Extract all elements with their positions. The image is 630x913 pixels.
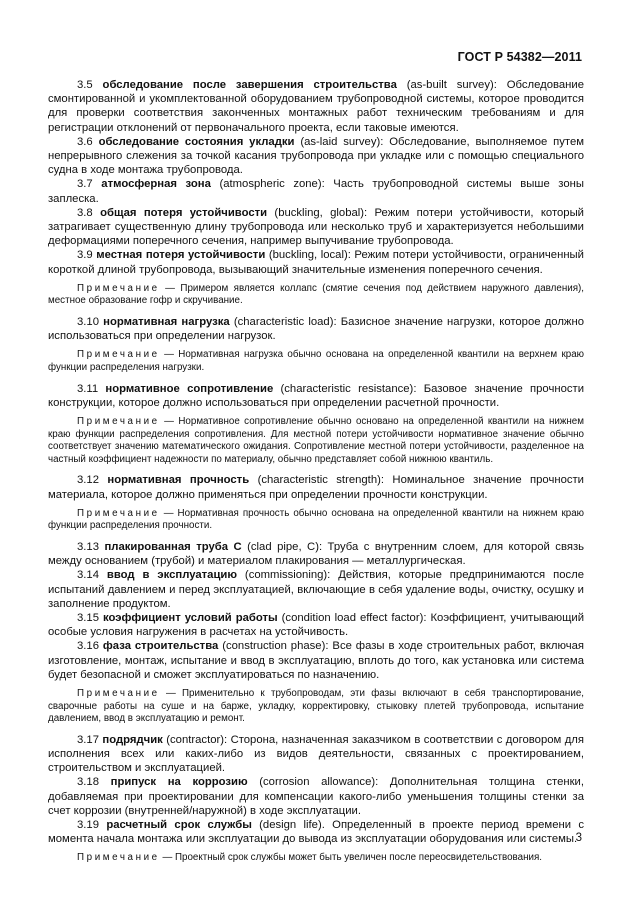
definition-3-9: 3.9 местная потеря устойчивости (buckling, local): Режим потери устойчивости, ограниченный короткой длиной трубопровода, вызывающий значительные изменения поперечного сечения. bbox=[48, 249, 584, 276]
page-number: 3 bbox=[575, 832, 582, 844]
definition-3-8: 3.8 общая потеря устойчивости (buckling, global): Режим потери устойчивости, который затрагивает существенную длину трубопровода или несколько труб и характеризуется небольшими деформациями поперечного сечения, например выпучивание трубопровода. bbox=[48, 206, 584, 248]
definition-3-5: 3.5 обследование после завершения строительства (as-built survey): Обследование смонтированной и укомплектованной оборудованием трубопроводной системы, которое проводится для проверки соответствия законченных монтажных работ техническим требованиям и для регистрации отклонений от первоначального проекта, если таковые имеются. bbox=[48, 79, 584, 134]
term: атмосферная зона bbox=[101, 178, 211, 191]
term: общая потеря устойчивости bbox=[100, 206, 268, 219]
term: местная потеря устойчивости bbox=[96, 249, 266, 262]
term: нормативное сопротивление bbox=[105, 382, 274, 395]
note: Примечание — Примером является коллапс (смятие сечения под действием наружного давления), местное образование гофр и скручивание. bbox=[48, 282, 584, 307]
definition-3-14: 3.14 ввод в эксплуатацию (commissioning): Действия, которые предпринимаются после испытаний давлением и перед эксплуатацией, включающие в себя удаление воды, очистку, осушку и заполнение продуктом. bbox=[48, 569, 585, 610]
note: Примечание — Применительно к трубопроводам, эти фазы включают в себя транспортирование, сварочные работы на суше и на барже, укладку, корректировку, стыковку плетей трубопровода, испытание давлением, ввод в эксплуатацию и ремонт. bbox=[48, 688, 584, 725]
term: нормативная прочность bbox=[107, 474, 250, 487]
definition-3-16: 3.16 фаза строительства (construction phase): Все фазы в ходе строительных работ, включая изготовление, монтаж, испытание и ввод в эксплуатацию, вплоть до того, как установка или система будет безопасной и сможет эксплуатироваться по назначению. bbox=[48, 640, 585, 681]
definition-3-17: 3.17 подрядчик (contractor): Сторона, назначенная заказчиком в соответствии с договором для исполнения всех или каких-либо из видов деятельности, связанных с проектированием, строительством и эксплуатацией. bbox=[48, 733, 585, 775]
term: ввод в эксплуатацию bbox=[106, 569, 238, 582]
term: расчетный срок службы bbox=[106, 819, 252, 832]
definition-3-7: 3.7 атмосферная зона (atmospheric zone): Часть трубопроводной системы выше зоны заплеска. bbox=[48, 178, 584, 205]
definition-3-6: 3.6 обследование состояния укладки (as-laid survey): Обследование, выполняемое путем непрерывного слежения за точкой касания трубопровода при укладке или с помощью специального судна в ходе монтажа трубопровода. bbox=[48, 135, 585, 177]
term: обследование после завершения строительства bbox=[102, 79, 397, 91]
term: коэффициент условий работы bbox=[102, 612, 278, 625]
note: Примечание — Проектный срок службы может быть увеличен после переосвидетельствования. bbox=[77, 852, 543, 864]
term: нормативная нагрузка bbox=[103, 316, 230, 329]
definition-3-19: 3.19 расчетный срок службы (design life). Определенный в проекте период времени с момента начала монтажа или эксплуатации до вывода из эксплуатации оборудования или системы. bbox=[48, 819, 584, 846]
note: Примечание — Нормативная прочность обычно основана на определенной квантили на нижнем краю функции распределения прочности. bbox=[48, 507, 584, 532]
document-id: ГОСТ Р 54382—2011 bbox=[457, 50, 582, 64]
term: обследование состояния укладки bbox=[98, 135, 295, 148]
note: Примечание — Нормативная нагрузка обычно основана на определенной квантили на верхнем краю функции распределения нагрузки. bbox=[48, 349, 584, 374]
term: подрядчик bbox=[102, 733, 163, 746]
definition-3-11: 3.11 нормативное сопротивление (characteristic resistance): Базовое значение прочности конструкции, которое должно использоваться при определении расчетной прочности. bbox=[48, 382, 585, 409]
definition-3-12: 3.12 нормативная прочность (characteristic strength): Номинальное значение прочности материала, которое должно применяться при определении прочности конструкции. bbox=[48, 474, 584, 501]
definition-3-13: 3.13 плакированная труба C (clad pipe, C): Труба с внутренним слоем, для которой связь между основанием (трубой) и материалом плакирования — металлургическая. bbox=[48, 541, 585, 568]
definition-3-15: 3.15 коэффициент условий работы (condition load effect factor): Коэффициент, учитывающий особые условия нагружения в расчетах на устойчивость. bbox=[48, 612, 585, 639]
definition-3-10: 3.10 нормативная нагрузка (characteristic load): Базисное значение нагрузки, которое должно использоваться при определении нагрузок. bbox=[48, 316, 584, 343]
term: фаза строительства bbox=[102, 640, 219, 653]
term: плакированная труба C bbox=[104, 541, 242, 553]
document-body bbox=[48, 78, 584, 872]
term: припуск на коррозию bbox=[110, 776, 248, 789]
definition-3-18: 3.18 припуск на коррозию (corrosion allowance): Дополнительная толщина стенки, добавляемая при проектировании для компенсации какого-либо уменьшения толщины стенки за счет коррозии (внутренней/наружной) в ходе эксплуатации. bbox=[48, 776, 585, 817]
note: Примечание — Нормативное сопротивление обычно основано на определенной квантили на нижнем краю функции распределения сопротивления. Для местной потери устойчивости нормативное значение обычно соответствует значению математического ожидания. Сопротивление местной потери устойчивости, разделенное на частный коэффициент надежности по материалу, обычно представляет собой нижнюю квантиль. bbox=[48, 416, 584, 465]
